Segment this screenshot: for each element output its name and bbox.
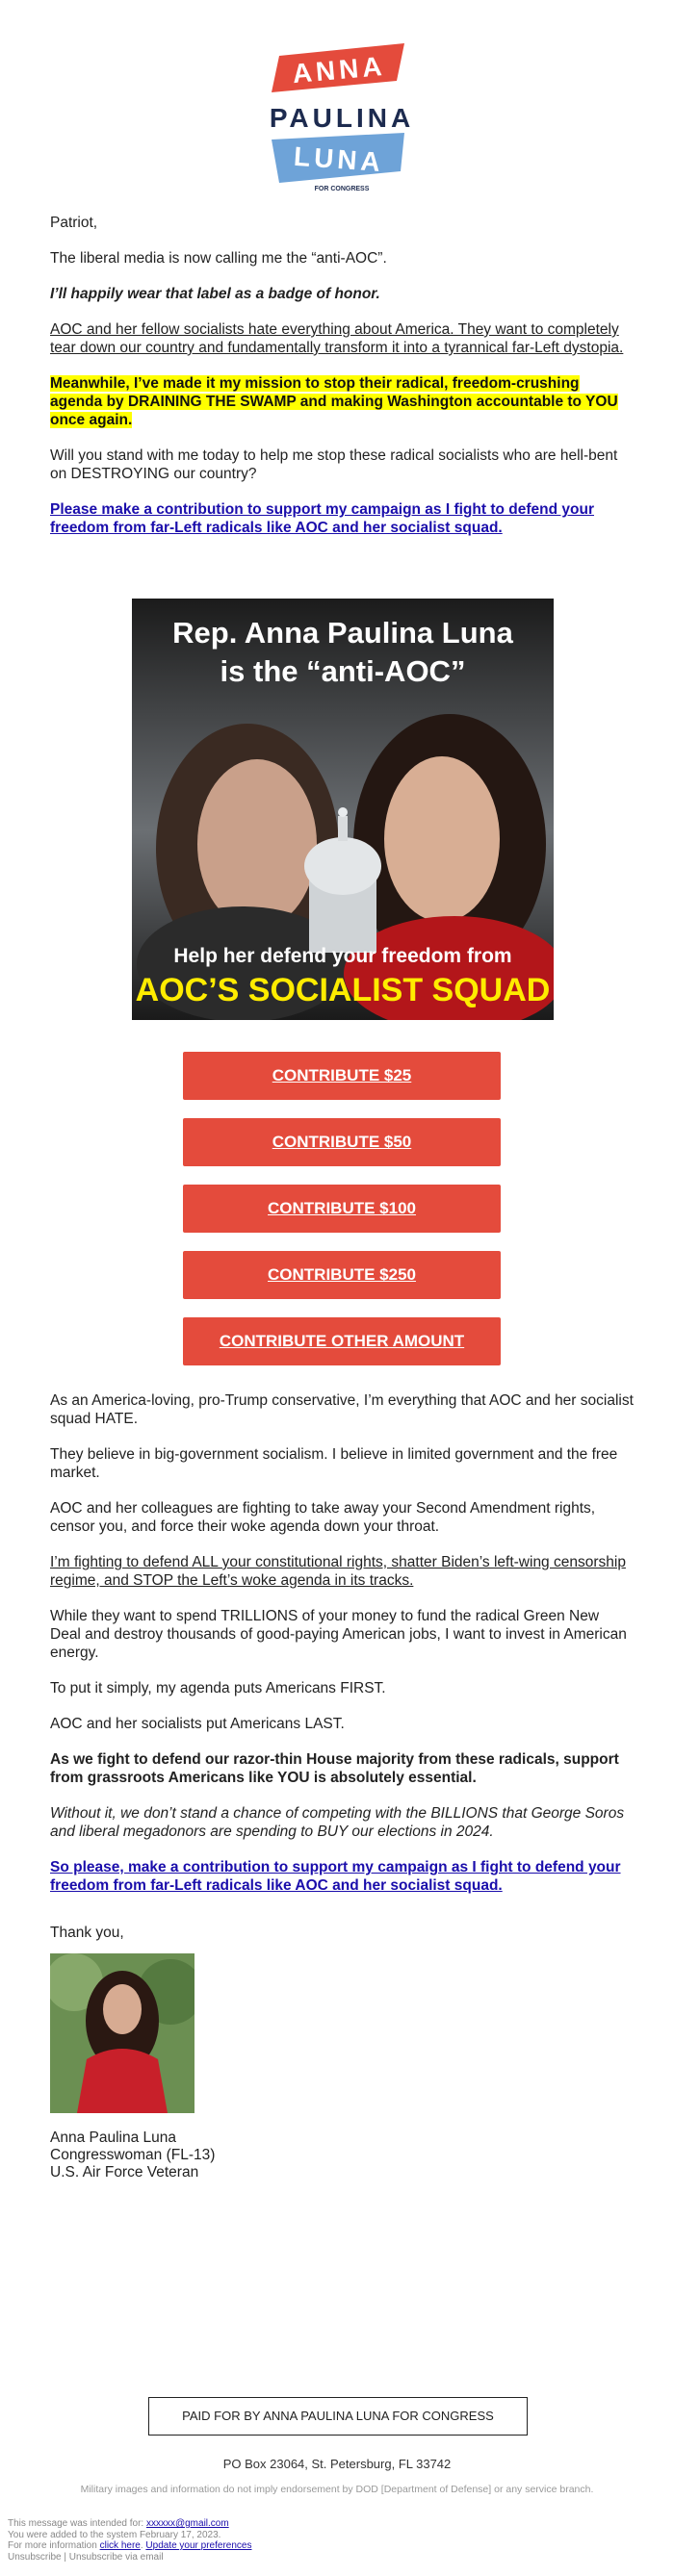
dod-disclaimer: Military images and information do not imply endorsement by DOD [Department of Defense] or any service branch. [80, 2484, 594, 2495]
hero-subline: Help her defend your freedom from [173, 945, 512, 967]
unsubscribe-links[interactable]: Unsubscribe | Unsubscribe via email [8, 2551, 164, 2563]
sign-off: Thank you, [50, 1925, 124, 1941]
campaign-logo [270, 38, 414, 192]
paragraph-11: To put it simply, my agenda puts Americans FIRST. [50, 1680, 386, 1696]
highlighted-text: Meanwhile, I’ve made it my mission to stop their radical, freedom-crushing agenda by DRAINING THE SWAMP and making Washington accountable to YOU once again. [50, 375, 618, 428]
mailing-address: PO Box 23064, St. Petersburg, FL 33742 [222, 2457, 452, 2471]
intended-line [8, 2518, 251, 2530]
paragraph-link-1 [50, 500, 634, 537]
hero-headline-2: is the “anti-AOC” [220, 654, 466, 688]
paragraph-8: AOC and her colleagues are fighting to take away your Second Amendment rights, censor you, and force their woke agenda down your throat. [50, 1500, 596, 1535]
logo-line3: LUNA [293, 140, 385, 178]
paragraph-13: As we fight to defend our razor-thin House majority from these radicals, support from grassroots Americans like YOU is absolutely essential. [50, 1751, 619, 1786]
paragraph-7: They believe in big-government socialism. I believe in limited government and the free market. [50, 1446, 618, 1481]
email-body-main [50, 1391, 634, 1959]
more-info-label: For more information [8, 2540, 97, 2551]
contribute-250-button[interactable]: CONTRIBUTE $250 [183, 1251, 501, 1299]
paragraph-3: AOC and her fellow socialists hate everything about America. They want to completely tear down our country and fundamentally transform it into a tyrannical far-Left dystopia. [50, 321, 624, 356]
signature-name: Anna Paulina Luna [50, 2130, 177, 2146]
paragraph-12: AOC and her socialists put Americans LAST. [50, 1716, 345, 1732]
paragraph-link-2 [50, 1858, 634, 1895]
update-preferences-link[interactable]: Update your preferences [145, 2540, 252, 2551]
paragraph-2: I’ll happily wear that label as a badge of honor. [50, 286, 380, 302]
footer-meta [8, 2518, 251, 2563]
contribute-50-button[interactable]: CONTRIBUTE $50 [183, 1118, 501, 1166]
click-here-link[interactable]: click here [99, 2540, 141, 2551]
signature-photo [50, 1953, 194, 2113]
paragraph-5: Will you stand with me today to help me stop these radical socialists who are hell-bent on DESTROYING our country? [50, 447, 618, 482]
signature-role: U.S. Air Force Veteran [50, 2164, 199, 2181]
greeting: Patriot, [50, 215, 98, 231]
contribute-other-button[interactable]: CONTRIBUTE OTHER AMOUNT [183, 1317, 501, 1365]
logo-tag: FOR CONGRESS [314, 186, 370, 192]
added-date: You were added to the system February 17, 2023. [8, 2529, 221, 2540]
contribute-buttons [183, 1052, 501, 1384]
logo-line1: ANNA [291, 50, 387, 89]
paragraph-4 [50, 374, 634, 429]
paid-for-box: PAID FOR BY ANNA PAULINA LUNA FOR CONGRESS [148, 2397, 528, 2436]
logo-line2: PAULINA [270, 103, 414, 133]
contribute-25-button[interactable]: CONTRIBUTE $25 [183, 1052, 501, 1100]
intended-label: This message was intended for: [8, 2518, 144, 2529]
hero-big-line: AOC’S SOCIALIST SQUAD [135, 972, 551, 1008]
contribute-100-button[interactable]: CONTRIBUTE $100 [183, 1185, 501, 1233]
signature-block [50, 2130, 215, 2181]
paragraph-14: Without it, we don’t stand a chance of competing with the BILLIONS that George Soros and liberal megadonors are spending to BUY our elections in 2024. [50, 1805, 625, 1840]
paragraph-9: I’m fighting to defend ALL your constitutional rights, shatter Biden’s left-wing censorship regime, and STOP the Left’s woke agenda in its tracks. [50, 1554, 626, 1589]
hero-headline-1: Rep. Anna Paulina Luna [172, 616, 513, 650]
hero-image[interactable] [132, 599, 554, 1020]
contribute-link-top[interactable]: Please make a contribution to support my campaign as I fight to defend your freedom from far-Left radicals like AOC and her socialist squad. [50, 501, 594, 536]
paragraph-10: While they want to spend TRILLIONS of your money to fund the radical Green New Deal and destroy thousands of good-paying American jobs, I want to invest in American energy. [50, 1608, 627, 1661]
paragraph-1: The liberal media is now calling me the “anti-AOC”. [50, 250, 387, 267]
paragraph-6: As an America-loving, pro-Trump conservative, I’m everything that AOC and her socialist squad HATE. [50, 1392, 634, 1427]
more-info-line: For more information click here. Update your preferences [8, 2540, 252, 2551]
email-body-intro [50, 214, 634, 554]
intended-email-link[interactable]: xxxxxx@gmail.com [145, 2518, 229, 2529]
signature-title: Congresswoman (FL-13) [50, 2147, 216, 2163]
contribute-link-bottom[interactable]: So please, make a contribution to support my campaign as I fight to defend your freedom from far-Left radicals like AOC and her socialist squad. [50, 1859, 621, 1894]
